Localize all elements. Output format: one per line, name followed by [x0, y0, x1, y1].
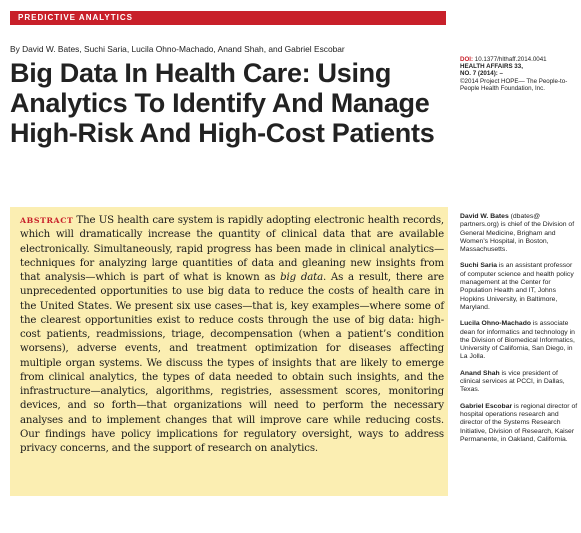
bio-text: is vice president of clinical services at PCCI, in Dallas, Texas.: [460, 369, 565, 394]
doi-value[interactable]: 10.1377/hlthaff.2014.0041: [474, 56, 547, 63]
title-line: Big Data In Health Care: Using: [10, 58, 392, 88]
author-bio: [460, 320, 578, 361]
bio-text: is regional director of hospital operations research and director of the Systems Research Initiative, Division of Research, Kaiser Permanente, in Oakland, California.: [460, 402, 578, 443]
section-banner: PREDICTIVE ANALYTICS: [10, 11, 446, 25]
abstract-italic-term: big data: [280, 272, 323, 283]
abstract-label: ABSTRACT: [20, 216, 74, 225]
bio-name: Gabriel Escobar: [460, 402, 513, 410]
author-bio: [460, 262, 578, 312]
article-title: [10, 58, 450, 148]
bio-name: Suchi Saria: [460, 262, 498, 270]
author-byline: By David W. Bates, Suchi Saria, Lucila Ohno-Machado, Anand Shah, and Gabriel Escobar: [10, 44, 345, 54]
abstract-body: The US health care system is rapidly adopting electronic health records, which will dramatically increase the quantity of clinical data that are available electronically. Simultaneously, rapid progress has been made in clinical analytics—techniques for analyzing large quantities of data and gleaning new insights from that analysis—which is part of what is known as: [20, 215, 444, 283]
title-line: Analytics To Identify And Manage: [10, 88, 430, 118]
bio-name: David W. Bates: [460, 213, 509, 220]
bio-text: is an assistant professor of computer science and health policy management at the Center for Population Health and IT, Johns Hopkins University, in Baltimore, Maryland.: [460, 262, 574, 311]
author-bio: [460, 213, 578, 254]
author-bios: [460, 213, 578, 452]
journal-issue: NO. 7 (2014): –: [460, 70, 503, 78]
abstract-text: [20, 214, 444, 456]
copyright-notice: ©2014 Project HOPE— The People-to-People Health Foundation, Inc.: [460, 77, 568, 92]
bio-name: Anand Shah: [460, 369, 500, 377]
doi-line[interactable]: [460, 56, 578, 63]
doi-label: DOI:: [460, 56, 474, 63]
abstract-body-continued: . As a result, there are unprecedented opportunities to use big data to reduce the costs of health care in the United States. We present six use cases—that is, key examples—where some of the clearest opportunities exist to reduce costs through the use of big data: high-cost patients, readmissions, triage, decompensation (when a patient’s condition worsens), adverse events, and treatment optimization for diseases affecting multiple organ systems. We discuss the types of insights that are likely to emerge from clinical analytics, the types of data needed to obtain such insights, and the infrastructure—analytics, algorithms, registries, assessment scores, monitoring devices, and so forth—that organizations will need to perform the necessary analyses and to implement changes that will improve care while reducing costs. Our findings have policy implications for regulatory oversight, ways to address privacy concerns, and the support of research on analytics.: [20, 272, 444, 454]
bio-text: (dbates@ partners.org) is chief of the Division of General Medicine, Brigham and Women’s Hospital, in Boston, Massachusetts.: [460, 213, 575, 254]
title-line: High-Risk And High-Cost Patients: [10, 118, 435, 148]
author-bio: [460, 370, 578, 395]
author-bio: [460, 403, 578, 444]
journal-name: HEALTH AFFAIRS 33,: [460, 63, 523, 71]
bio-name: Lucila Ohno-Machado: [460, 320, 531, 328]
bio-text: is associate dean for informatics and technology in the Division of Biomedical Informatics, University of California, San Diego, in La Jolla.: [460, 320, 575, 361]
publication-meta: [460, 56, 578, 92]
